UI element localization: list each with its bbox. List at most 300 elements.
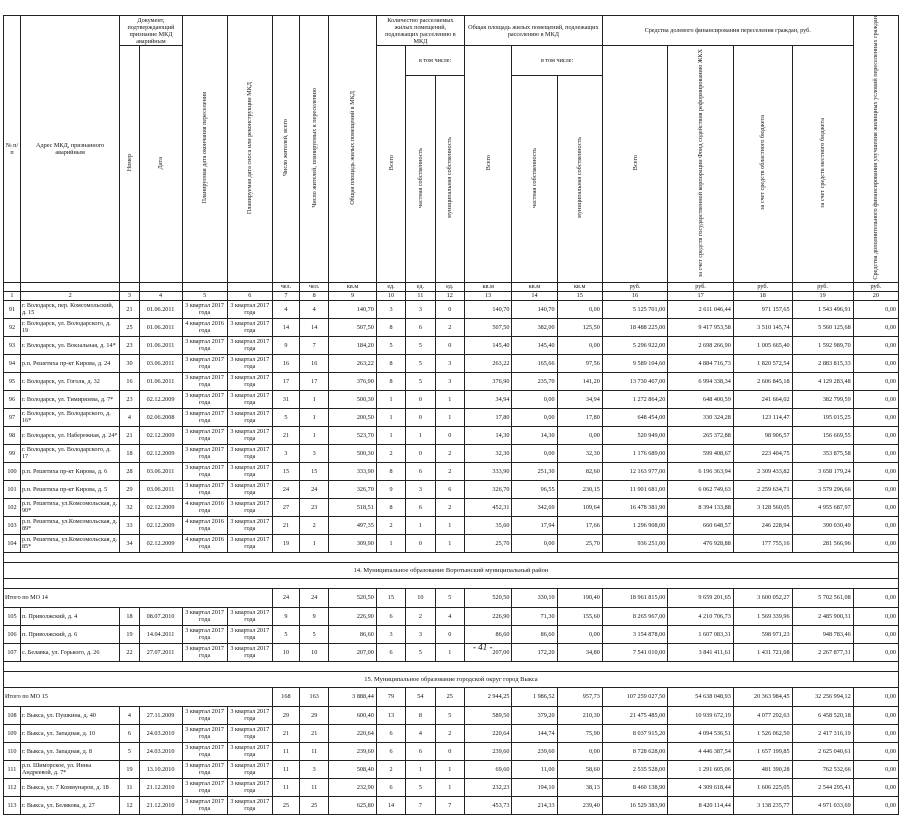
- col-header-residents: Число жителей, всего: [282, 119, 290, 177]
- table-cell: 3 квартал 2017 года: [182, 300, 227, 318]
- table-cell: 14: [272, 318, 299, 336]
- section-title: 15. Муниципальное образование городской округ город Выкса: [4, 671, 899, 687]
- total-cell: 0,00: [853, 687, 898, 706]
- table-cell: 5: [406, 372, 435, 390]
- total-label: Итого по МО 15: [4, 687, 273, 706]
- table-cell: 0,00: [557, 742, 602, 760]
- table-cell: 02.12.2009: [139, 534, 182, 552]
- table-cell: 1: [435, 534, 464, 552]
- table-cell: 0: [406, 534, 435, 552]
- table-cell: 97: [4, 408, 21, 426]
- table-cell: 0: [435, 426, 464, 444]
- table-row: [4, 498, 899, 516]
- col-header-address: Адрес МКД, признанного аварийным: [20, 16, 119, 283]
- table-cell: 1 606 225,05: [733, 778, 792, 796]
- total-cell: 18 961 815,00: [602, 588, 668, 607]
- table-cell: 0,00: [853, 354, 898, 372]
- table-cell: 01.06.2011: [139, 336, 182, 354]
- table-cell: 01.06.2011: [139, 372, 182, 390]
- table-cell: 08.07.2010: [139, 607, 182, 625]
- table-cell: 0: [406, 408, 435, 426]
- table-cell: 4 971 033,69: [792, 796, 853, 814]
- table-cell: 326,70: [329, 480, 376, 498]
- table-cell: 155,60: [557, 607, 602, 625]
- table-cell: 4 446 387,54: [668, 742, 734, 760]
- table-cell: 226,90: [329, 607, 376, 625]
- table-cell: 1 272 864,20: [602, 390, 668, 408]
- table-cell: 1: [435, 643, 464, 661]
- table-row: [4, 516, 899, 534]
- column-number-cell: 18: [733, 291, 792, 300]
- col-header-area-private: частная собственность: [531, 147, 538, 208]
- table-cell: 0,00: [853, 336, 898, 354]
- table-cell: 481 390,28: [733, 760, 792, 778]
- table-cell: 3: [272, 444, 299, 462]
- page-number: - 41 -: [473, 642, 493, 652]
- spacer-row: [4, 578, 899, 588]
- col-header-plan-date: Планируемая дата окончания переселения: [201, 92, 209, 204]
- table-cell: 0,00: [853, 390, 898, 408]
- table-cell: 309,90: [329, 534, 376, 552]
- table-cell: 3 квартал 2017 года: [227, 354, 272, 372]
- table-cell: 3: [300, 760, 329, 778]
- table-cell: 232,23: [464, 778, 511, 796]
- table-cell: 25: [300, 796, 329, 814]
- table-cell: 1: [300, 390, 329, 408]
- table-cell: 1 431 721,08: [733, 643, 792, 661]
- table-cell: 1: [376, 534, 405, 552]
- column-number-cell: 6: [227, 291, 272, 300]
- table-cell: 17,66: [557, 516, 602, 534]
- table-cell: 0,00: [853, 498, 898, 516]
- col-header-area-total: Всего: [484, 155, 492, 171]
- table-cell: п. Приволжский, д. 4: [20, 607, 119, 625]
- table-cell: 0,00: [853, 742, 898, 760]
- table-cell: 02.12.2009: [139, 516, 182, 534]
- table-cell: 220,64: [464, 724, 511, 742]
- table-cell: 38,13: [557, 778, 602, 796]
- table-cell: 24.03.2010: [139, 742, 182, 760]
- unit-cell: ед.: [406, 282, 435, 291]
- table-cell: 518,51: [329, 498, 376, 516]
- table-cell: 8 728 628,00: [602, 742, 668, 760]
- table-cell: г. Володарск, ул. Володарского, д. 17: [20, 444, 119, 462]
- table-cell: 2 698 266,90: [668, 336, 734, 354]
- table-cell: 92: [4, 318, 21, 336]
- table-cell: 0: [435, 300, 464, 318]
- unit-cell: руб.: [792, 282, 853, 291]
- table-cell: 100: [4, 462, 21, 480]
- table-cell: 333,90: [464, 462, 511, 480]
- table-row: [4, 390, 899, 408]
- total-cell: 957,73: [557, 687, 602, 706]
- table-cell: 3 квартал 2017 года: [182, 480, 227, 498]
- table-cell: 1: [406, 760, 435, 778]
- table-cell: 0,00: [512, 534, 557, 552]
- table-cell: 9: [272, 336, 299, 354]
- table-cell: 109: [4, 724, 21, 742]
- table-cell: 1 526 062,50: [733, 724, 792, 742]
- total-cell: 9 659 201,65: [668, 588, 734, 607]
- table-cell: 71,30: [512, 607, 557, 625]
- column-number-cell: 3: [120, 291, 139, 300]
- col-header-finance: Средства долевого финансирования переселения граждан, руб.: [602, 16, 853, 46]
- table-cell: 1 176 689,00: [602, 444, 668, 462]
- table-cell: 16: [120, 372, 139, 390]
- col-header-area-incl: в том числе:: [512, 46, 602, 76]
- table-cell: 5: [435, 706, 464, 724]
- table-cell: 2: [435, 498, 464, 516]
- col-header-rooms-count: Количество расселяемых жилых помещений, подлежащих расселению в МКД: [376, 16, 464, 46]
- table-cell: 241 664,02: [733, 390, 792, 408]
- table-cell: 5: [272, 625, 299, 643]
- table-cell: 4: [120, 408, 139, 426]
- table-row: [4, 444, 899, 462]
- table-cell: 1: [435, 778, 464, 796]
- total-cell: 3 600 052,27: [733, 588, 792, 607]
- table-cell: 523,70: [329, 426, 376, 444]
- table-cell: 11: [300, 742, 329, 760]
- table-cell: 5 296 922,00: [602, 336, 668, 354]
- table-cell: 02.12.2009: [139, 390, 182, 408]
- table-cell: 4: [406, 724, 435, 742]
- column-number-cell: 20: [853, 291, 898, 300]
- table-cell: 8 265 967,00: [602, 607, 668, 625]
- resettlement-table: [3, 15, 899, 815]
- table-cell: р.п. Решетиха пр-кт Кирова, д. 24: [20, 354, 119, 372]
- table-cell: 3 квартал 2017 года: [227, 390, 272, 408]
- table-row: [4, 372, 899, 390]
- col-header-area-resettle: Общая площадь жилых помещений, подлежащих расселению в МКД: [464, 16, 602, 46]
- table-cell: 0: [435, 336, 464, 354]
- table-cell: 4: [435, 607, 464, 625]
- table-cell: 11: [272, 760, 299, 778]
- table-cell: 3 квартал 2017 года: [227, 372, 272, 390]
- table-cell: 13.10.2010: [139, 760, 182, 778]
- table-cell: 3 квартал 2017 года: [182, 354, 227, 372]
- table-cell: 2: [435, 318, 464, 336]
- total-cell: 330,10: [512, 588, 557, 607]
- table-cell: 3 квартал 2017 года: [227, 300, 272, 318]
- table-cell: 1: [435, 390, 464, 408]
- table-cell: 379,20: [512, 706, 557, 724]
- total-cell: 2 944,25: [464, 687, 511, 706]
- table-cell: 3 квартал 2017 года: [182, 444, 227, 462]
- table-cell: 3: [435, 372, 464, 390]
- table-cell: 3 квартал 2017 года: [182, 643, 227, 661]
- table-cell: 2 417 316,19: [792, 724, 853, 742]
- table-row: [4, 336, 899, 354]
- table-cell: 207,00: [464, 643, 511, 661]
- table-cell: 93: [4, 336, 21, 354]
- table-cell: 19: [272, 534, 299, 552]
- table-cell: 235,70: [512, 372, 557, 390]
- table-cell: 6 062 749,63: [668, 480, 734, 498]
- table-cell: г. Выкса, ул. Пушкина, д. 40: [20, 706, 119, 724]
- table-cell: г. Выкса, ул. Белякова, д. 27: [20, 796, 119, 814]
- table-cell: 220,64: [329, 724, 376, 742]
- table-cell: 2 883 815,33: [792, 354, 853, 372]
- table-cell: 3: [376, 300, 405, 318]
- table-cell: 23: [300, 498, 329, 516]
- table-body: [4, 300, 899, 814]
- table-cell: 2 309 433,82: [733, 462, 792, 480]
- table-row: [4, 778, 899, 796]
- table-cell: 5 125 701,00: [602, 300, 668, 318]
- table-cell: 508,40: [329, 760, 376, 778]
- table-cell: 0,00: [853, 796, 898, 814]
- table-cell: 3 154 878,00: [602, 625, 668, 643]
- table-cell: 12 163 977,00: [602, 462, 668, 480]
- table-cell: 21: [272, 426, 299, 444]
- total-cell: 54 638 048,93: [668, 687, 734, 706]
- table-cell: 23: [120, 336, 139, 354]
- table-cell: 648 454,00: [602, 408, 668, 426]
- total-cell: 520,50: [464, 588, 511, 607]
- table-cell: р.п. Решетиха, ул.Комсомольская, д. 85*: [20, 534, 119, 552]
- table-cell: 21 475 485,00: [602, 706, 668, 724]
- table-cell: 598 971,23: [733, 625, 792, 643]
- table-cell: 3 квартал 2017 года: [227, 607, 272, 625]
- column-number-cell: 7: [272, 291, 299, 300]
- table-cell: 31: [272, 390, 299, 408]
- table-cell: 21: [120, 426, 139, 444]
- table-cell: 5: [120, 742, 139, 760]
- table-cell: 03.06.2011: [139, 354, 182, 372]
- table-cell: 2 544 295,41: [792, 778, 853, 796]
- table-cell: 3 квартал 2017 года: [227, 796, 272, 814]
- total-row: [4, 588, 899, 607]
- table-cell: 1 291 605,06: [668, 760, 734, 778]
- table-cell: 0: [435, 742, 464, 760]
- table-cell: 0,00: [853, 706, 898, 724]
- table-cell: 376,90: [464, 372, 511, 390]
- table-cell: 21: [120, 300, 139, 318]
- table-cell: 3 квартал 2017 года: [182, 778, 227, 796]
- table-cell: 24: [300, 480, 329, 498]
- table-cell: 3 квартал 2017 года: [227, 724, 272, 742]
- unit-cell: кв.м: [557, 282, 602, 291]
- table-cell: 4 129 283,48: [792, 372, 853, 390]
- table-cell: 3 квартал 2017 года: [182, 724, 227, 742]
- unit-cell: руб.: [853, 282, 898, 291]
- table-cell: 6 196 363,94: [668, 462, 734, 480]
- table-row: [4, 354, 899, 372]
- table-cell: 111: [4, 760, 21, 778]
- table-cell: 4 квартал 2016 года: [182, 516, 227, 534]
- section-15-row: [4, 671, 899, 687]
- table-cell: 7: [300, 336, 329, 354]
- table-cell: 105: [4, 607, 21, 625]
- table-cell: 660 648,57: [668, 516, 734, 534]
- table-cell: 1 543 496,91: [792, 300, 853, 318]
- table-cell: 5: [406, 778, 435, 796]
- table-cell: 3 квартал 2017 года: [227, 336, 272, 354]
- table-cell: 21.12.2010: [139, 796, 182, 814]
- table-cell: 7: [435, 796, 464, 814]
- units-row: [4, 282, 899, 291]
- table-cell: 265 372,88: [668, 426, 734, 444]
- table-cell: г. Выкса, ул. 7 Коммунаров, д. 18: [20, 778, 119, 796]
- table-cell: 0,00: [853, 300, 898, 318]
- table-cell: 27: [272, 498, 299, 516]
- table-cell: 3: [406, 300, 435, 318]
- total-cell: 15: [376, 588, 405, 607]
- table-cell: 0,00: [512, 444, 557, 462]
- table-cell: 98: [4, 426, 21, 444]
- table-cell: 3 квартал 2017 года: [182, 372, 227, 390]
- table-cell: 4: [120, 706, 139, 724]
- table-cell: 3 квартал 2017 года: [227, 643, 272, 661]
- table-cell: 353 875,58: [792, 444, 853, 462]
- table-cell: 30: [120, 354, 139, 372]
- table-cell: 97,56: [557, 354, 602, 372]
- table-cell: 2: [435, 462, 464, 480]
- table-cell: 5: [406, 336, 435, 354]
- table-cell: 0,00: [853, 760, 898, 778]
- table-cell: 200,50: [329, 408, 376, 426]
- table-cell: 263,22: [464, 354, 511, 372]
- table-cell: 110: [4, 742, 21, 760]
- table-cell: 8: [376, 354, 405, 372]
- table-cell: 0,00: [853, 444, 898, 462]
- table-cell: 2 267 877,31: [792, 643, 853, 661]
- table-cell: 14,30: [512, 426, 557, 444]
- column-number-cell: 16: [602, 291, 668, 300]
- table-header: [4, 16, 899, 301]
- table-cell: 96,55: [512, 480, 557, 498]
- table-cell: 8: [376, 318, 405, 336]
- table-cell: 3: [406, 625, 435, 643]
- table-cell: 6: [406, 318, 435, 336]
- table-cell: 948 783,46: [792, 625, 853, 643]
- table-cell: 9 417 953,58: [668, 318, 734, 336]
- table-cell: 3: [376, 625, 405, 643]
- table-cell: 14: [300, 318, 329, 336]
- table-cell: 3 квартал 2017 года: [227, 516, 272, 534]
- total-cell: 3 888,44: [329, 687, 376, 706]
- table-cell: 86,60: [512, 625, 557, 643]
- table-cell: 02.12.2009: [139, 426, 182, 444]
- table-cell: 27.11.2009: [139, 706, 182, 724]
- table-cell: 239,60: [512, 742, 557, 760]
- table-cell: 4 955 687,97: [792, 498, 853, 516]
- table-cell: 3 квартал 2017 года: [182, 742, 227, 760]
- table-cell: 98 906,57: [733, 426, 792, 444]
- table-cell: 101: [4, 480, 21, 498]
- table-cell: 16: [300, 354, 329, 372]
- table-cell: 17: [300, 372, 329, 390]
- table-cell: г. Выкса, ул. Западная, д. 10: [20, 724, 119, 742]
- table-cell: 342,69: [512, 498, 557, 516]
- table-cell: 1 607 083,31: [668, 625, 734, 643]
- table-cell: 108: [4, 706, 21, 724]
- table-cell: 01.06.2011: [139, 300, 182, 318]
- table-cell: 21: [272, 516, 299, 534]
- table-cell: 589,50: [464, 706, 511, 724]
- table-cell: 15: [300, 462, 329, 480]
- table-cell: 22: [120, 643, 139, 661]
- table-cell: 214,33: [512, 796, 557, 814]
- table-cell: 390 030,49: [792, 516, 853, 534]
- table-cell: 109,64: [557, 498, 602, 516]
- table-cell: 6 458 520,18: [792, 706, 853, 724]
- table-cell: 520 949,00: [602, 426, 668, 444]
- table-row: [4, 426, 899, 444]
- col-header-fin-local: за счет средств местного бюджета: [819, 117, 827, 208]
- unit-cell: руб.: [668, 282, 734, 291]
- table-row: [4, 625, 899, 643]
- table-cell: 141,20: [557, 372, 602, 390]
- table-row: [4, 796, 899, 814]
- table-cell: 0,00: [853, 534, 898, 552]
- table-cell: 0,00: [853, 318, 898, 336]
- table-cell: п. Приволжский, д. 6: [20, 625, 119, 643]
- table-cell: 21: [272, 724, 299, 742]
- total-cell: 0,00: [853, 588, 898, 607]
- table-cell: 12: [120, 796, 139, 814]
- table-cell: 14: [376, 796, 405, 814]
- table-cell: 1 820 572,54: [733, 354, 792, 372]
- section-14-row: [4, 562, 899, 578]
- table-cell: 5: [406, 354, 435, 372]
- table-cell: 3 квартал 2017 года: [227, 625, 272, 643]
- table-cell: 17,80: [464, 408, 511, 426]
- table-cell: 0,00: [853, 372, 898, 390]
- total-cell: 168: [272, 687, 299, 706]
- table-cell: 25: [272, 796, 299, 814]
- table-cell: 18 488 225,00: [602, 318, 668, 336]
- table-cell: 3 658 179,24: [792, 462, 853, 480]
- table-cell: 3: [435, 354, 464, 372]
- table-cell: 4 309 618,44: [668, 778, 734, 796]
- table-row: [4, 462, 899, 480]
- table-cell: г. Володарск, ул. Володарского, д. 19: [20, 318, 119, 336]
- table-cell: 333,90: [329, 462, 376, 480]
- table-cell: 500,30: [329, 444, 376, 462]
- table-cell: 4: [272, 300, 299, 318]
- col-header-extra: Средства дополнительного финансирования улучшения жилищных условий переселенных граждан: [872, 16, 880, 280]
- table-cell: 25: [120, 318, 139, 336]
- table-cell: 01.06.2011: [139, 318, 182, 336]
- table-cell: 4 квартал 2016 года: [182, 498, 227, 516]
- col-header-municipal: муниципальная собственность: [446, 137, 454, 219]
- table-cell: 86,60: [464, 625, 511, 643]
- unit-cell: чел.: [272, 282, 299, 291]
- table-cell: 13: [376, 706, 405, 724]
- column-number-cell: 8: [300, 291, 329, 300]
- table-cell: 2 625 040,61: [792, 742, 853, 760]
- table-cell: 0,00: [512, 390, 557, 408]
- table-cell: 29: [272, 706, 299, 724]
- table-cell: 140,70: [329, 300, 376, 318]
- table-cell: 600,40: [329, 706, 376, 724]
- table-cell: 4 квартал 2016 года: [182, 534, 227, 552]
- table-cell: 96: [4, 390, 21, 408]
- table-cell: 1: [435, 760, 464, 778]
- table-cell: 376,90: [329, 372, 376, 390]
- table-cell: 3 квартал 2017 года: [227, 760, 272, 778]
- table-cell: 2: [300, 516, 329, 534]
- table-cell: 2: [406, 607, 435, 625]
- table-cell: 18: [120, 444, 139, 462]
- table-cell: с. Белавка, ул. Горького, д. 26: [20, 643, 119, 661]
- col-header-rooms-total: Всего: [387, 155, 395, 171]
- table-cell: 226,90: [464, 607, 511, 625]
- table-cell: 16 529 383,90: [602, 796, 668, 814]
- table-row: [4, 724, 899, 742]
- table-cell: 3 квартал 2017 года: [182, 462, 227, 480]
